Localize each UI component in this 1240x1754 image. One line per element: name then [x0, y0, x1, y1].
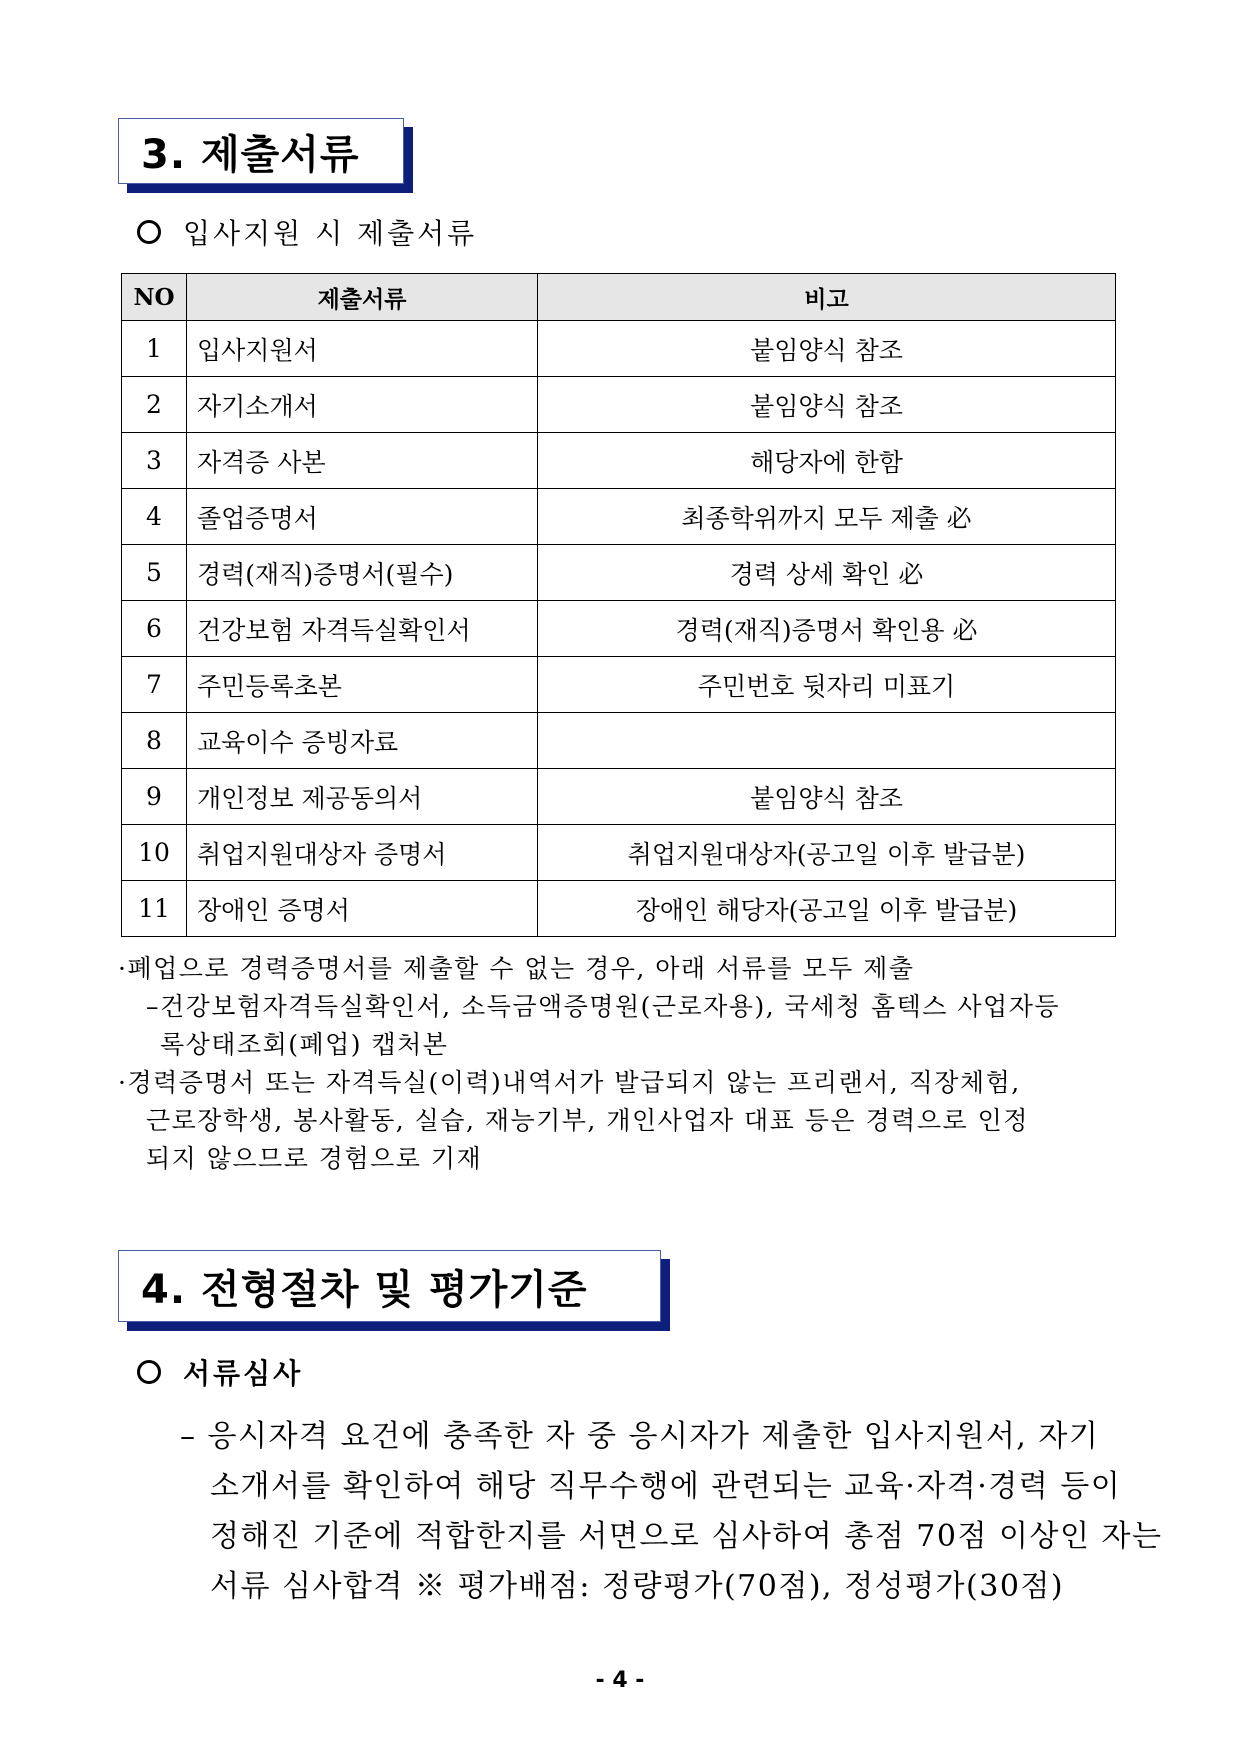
row-document: 개인정보 제공동의서 — [187, 769, 538, 825]
row-remark: 주민번호 뒷자리 미표기 — [538, 657, 1116, 713]
row-document: 자격증 사본 — [187, 433, 538, 489]
table-row — [122, 713, 1116, 769]
paragraph-line: 서류 심사합격 ※ 평가배점: 정량평가(70점), 정성평가(30점) — [210, 1569, 1065, 1604]
row-no: 11 — [122, 881, 187, 937]
note-line: ·폐업으로 경력증명서를 제출할 수 없는 경우, 아래 서류를 모두 제출 — [118, 954, 915, 983]
row-no: 10 — [122, 825, 187, 881]
circle-bullet-icon — [137, 220, 161, 244]
documents-table — [121, 273, 1116, 937]
note-line: ·경력증명서 또는 자격득실(이력)내역서가 발급되지 않는 프리랜서, 직장체험, — [118, 1068, 1021, 1097]
paragraph-line: – 응시자격 요건에 충족한 자 중 응시자가 제출한 입사지원서, 자기 — [180, 1419, 1100, 1454]
page-number: - 4 - — [595, 1668, 645, 1693]
section-3-title-text: 3. 제출서류 — [141, 131, 360, 178]
circle-bullet-icon — [137, 1360, 161, 1384]
section-3-bullet — [137, 212, 477, 252]
row-remark: 장애인 해당자(공고일 이후 발급분) — [538, 881, 1116, 937]
table-row — [122, 601, 1116, 657]
section-4-bullet — [137, 1352, 303, 1392]
table-row — [122, 321, 1116, 377]
row-no: 7 — [122, 657, 187, 713]
table-row — [122, 657, 1116, 713]
section-3-bullet-text: 입사지원 시 제출서류 — [183, 217, 478, 250]
row-remark: 최종학위까지 모두 제출 必 — [538, 489, 1116, 545]
section-3-title — [118, 118, 404, 184]
header-remarks: 비고 — [538, 274, 1116, 321]
row-no: 6 — [122, 601, 187, 657]
section-4-title-text: 4. 전형절차 및 평가기준 — [141, 1266, 588, 1313]
paragraph-line: 소개서를 확인하여 해당 직무수행에 관련되는 교육·자격·경력 등이 — [210, 1469, 1122, 1504]
row-no: 2 — [122, 377, 187, 433]
row-document: 주민등록초본 — [187, 657, 538, 713]
row-no: 4 — [122, 489, 187, 545]
table-row — [122, 769, 1116, 825]
row-remark: 취업지원대상자(공고일 이후 발급분) — [538, 825, 1116, 881]
row-remark: 붙임양식 참조 — [538, 769, 1116, 825]
note-line: 근로장학생, 봉사활동, 실습, 재능기부, 개인사업자 대표 등은 경력으로 인정 — [146, 1106, 1029, 1135]
table-header-row — [122, 274, 1116, 321]
header-documents: 제출서류 — [187, 274, 538, 321]
row-document: 건강보험 자격득실확인서 — [187, 601, 538, 657]
row-document: 자기소개서 — [187, 377, 538, 433]
row-remark — [538, 713, 1116, 769]
table-row — [122, 881, 1116, 937]
section-4-paragraph — [180, 1412, 1163, 1612]
row-no: 3 — [122, 433, 187, 489]
section-4-bullet-text: 서류심사 — [183, 1357, 304, 1390]
row-document: 장애인 증명서 — [187, 881, 538, 937]
row-remark: 해당자에 한함 — [538, 433, 1116, 489]
paragraph-line: 정해진 기준에 적합한지를 서면으로 심사하여 총점 70점 이상인 자는 — [210, 1519, 1163, 1554]
row-no: 9 — [122, 769, 187, 825]
header-no: NO — [122, 274, 187, 321]
table-row — [122, 433, 1116, 489]
row-document: 경력(재직)증명서(필수) — [187, 545, 538, 601]
section-3-notes — [118, 950, 1128, 1178]
row-document: 취업지원대상자 증명서 — [187, 825, 538, 881]
row-remark: 붙임양식 참조 — [538, 377, 1116, 433]
row-remark: 경력(재직)증명서 확인용 必 — [538, 601, 1116, 657]
row-no: 5 — [122, 545, 187, 601]
section-4-title — [118, 1250, 661, 1322]
table-row — [122, 489, 1116, 545]
row-no: 8 — [122, 713, 187, 769]
table-row — [122, 825, 1116, 881]
row-remark: 붙임양식 참조 — [538, 321, 1116, 377]
table-row — [122, 545, 1116, 601]
note-line: –건강보험자격득실확인서, 소득금액증명원(근로자용), 국세청 홈텍스 사업자등 — [146, 992, 1060, 1021]
row-document: 졸업증명서 — [187, 489, 538, 545]
row-remark: 경력 상세 확인 必 — [538, 545, 1116, 601]
row-document: 입사지원서 — [187, 321, 538, 377]
table-row — [122, 377, 1116, 433]
note-line: 되지 않으므로 경험으로 기재 — [146, 1144, 483, 1173]
row-document: 교육이수 증빙자료 — [187, 713, 538, 769]
note-line: 록상태조회(폐업) 캡처본 — [160, 1030, 449, 1059]
row-no: 1 — [122, 321, 187, 377]
